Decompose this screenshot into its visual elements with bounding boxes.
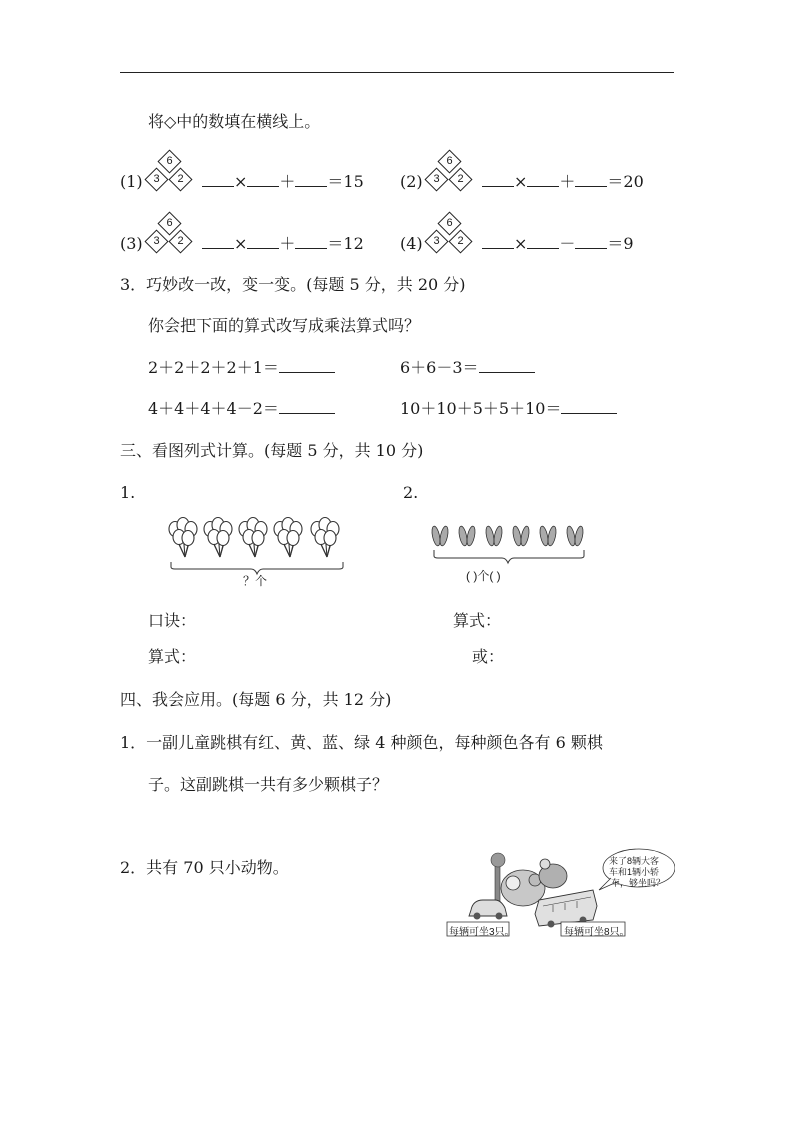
balloon — [252, 531, 264, 546]
balloon-bunch — [274, 518, 302, 558]
corn-illustration — [430, 520, 590, 580]
bubble-bus-text: 每辆可坐8只。 — [564, 927, 630, 938]
operator-1: × — [514, 234, 528, 253]
instruction-line — [148, 112, 320, 132]
diamond-left-number: 3 — [153, 173, 160, 185]
corn-pair — [457, 525, 476, 546]
diamond-left — [144, 167, 168, 191]
animals-vehicles-cartoon — [443, 848, 675, 938]
answer-blank[interactable] — [279, 358, 335, 373]
s3-num-1: 1. — [120, 483, 136, 502]
q3-item-1-text: 2＋2＋2＋2＋1＝ — [148, 358, 279, 377]
corn-pair — [484, 525, 503, 546]
bubble-question-line1: 来了8辆大客 — [609, 856, 660, 866]
balloon-string — [290, 545, 293, 557]
diamond-left-number: 3 — [433, 235, 440, 247]
corn-cob — [573, 525, 584, 546]
fill-row-number: (4) — [400, 234, 423, 253]
s4-q1-line2: 子。这副跳棋一共有多少颗棋子？ — [148, 775, 389, 794]
diamond-right-number: 2 — [177, 173, 184, 185]
answer-blank[interactable] — [247, 234, 279, 249]
answer-blank[interactable] — [202, 234, 234, 249]
corn-pair — [565, 525, 584, 546]
balloon — [182, 531, 194, 546]
diamond-right — [168, 229, 192, 253]
fill-row-number: (2) — [400, 172, 423, 191]
balloon-string — [327, 545, 330, 557]
answer-blank[interactable] — [482, 234, 514, 249]
q3-item-1 — [148, 358, 335, 378]
answer-blank[interactable] — [279, 399, 335, 414]
number-diamonds — [422, 148, 478, 198]
corn-cob — [457, 525, 468, 546]
balloon-bunch — [239, 518, 267, 558]
operator-2: ＋ — [559, 172, 576, 191]
corn-cob — [484, 525, 495, 546]
s4-q2: 2．共有 70 只小动物。 — [120, 858, 289, 877]
q3-item-2 — [400, 358, 535, 378]
bubble-car-text: 每辆可坐3只。 — [449, 927, 515, 938]
diamond-right — [448, 167, 472, 191]
answer-blank[interactable] — [295, 172, 327, 187]
label-huo: 或： — [472, 647, 505, 666]
answer-blank[interactable] — [295, 234, 327, 249]
brace-2-label: ( )个( ) — [466, 569, 501, 583]
answer-blank[interactable] — [561, 399, 617, 414]
balloon-string — [185, 545, 188, 557]
fill-row-equation — [482, 234, 634, 254]
corn-cob — [438, 525, 449, 546]
answer-blank[interactable] — [202, 172, 234, 187]
q3-prompt: 你会把下面的算式改写成乘法算式吗？ — [148, 316, 421, 335]
result: ＝20 — [607, 172, 644, 191]
result: ＝15 — [327, 172, 364, 191]
fill-row-equation — [202, 172, 364, 192]
s4-q1-line1: 1．一副儿童跳棋有红、黄、蓝、绿 4 种颜色，每种颜色各有 6 颗棋 — [120, 733, 603, 752]
balloon-string — [255, 545, 258, 557]
label-koujue: 口诀： — [148, 611, 197, 630]
diamond-right-number: 2 — [177, 235, 184, 247]
operator-2: ＋ — [279, 172, 296, 191]
balloon-string — [220, 545, 223, 557]
answer-blank[interactable] — [527, 172, 559, 187]
s4-title: 四、我会应用。(每题 6 分，共 12 分) — [120, 690, 392, 709]
corn-pair — [511, 525, 530, 546]
diamond-left — [144, 229, 168, 253]
operator-2: ＋ — [279, 234, 296, 253]
number-diamonds — [422, 210, 478, 260]
balloon — [324, 531, 336, 546]
instruction-text: 将◇中的数填在横线上。 — [148, 112, 321, 131]
diamond-right — [448, 229, 472, 253]
diamond-left — [424, 229, 448, 253]
answer-blank[interactable] — [575, 234, 607, 249]
corn-cob — [511, 525, 522, 546]
diamond-left-number: 3 — [153, 235, 160, 247]
q3-item-4-text: 10＋10＋5＋5＋10＝ — [400, 399, 562, 418]
bubble-question-line3: 车，够坐吗？ — [611, 878, 666, 888]
s3-num-2: 2. — [403, 483, 419, 502]
corn-pair — [538, 525, 557, 546]
header-rule — [120, 72, 674, 73]
corn-cob — [519, 525, 530, 546]
q3-title: 3．巧妙改一改，变一变。(每题 5 分，共 20 分) — [120, 275, 466, 294]
q3-item-2-text: 6＋6－3＝ — [400, 358, 479, 377]
fill-row-equation — [482, 172, 644, 192]
operator-2: － — [559, 234, 576, 253]
answer-blank[interactable] — [247, 172, 279, 187]
diamond-right-number: 2 — [457, 235, 464, 247]
balloon — [217, 531, 229, 546]
balloon — [287, 531, 299, 546]
diamond-left — [424, 167, 448, 191]
diamond-top-number: 6 — [166, 217, 173, 229]
operator-1: × — [514, 172, 528, 191]
q3-item-3-text: 4＋4＋4＋4－2＝ — [148, 399, 279, 418]
balloon-bunch — [311, 518, 339, 558]
corn-cob — [538, 525, 549, 546]
fill-row-number: (1) — [120, 172, 143, 191]
balloon-bunch — [204, 518, 232, 558]
corn-cob — [492, 525, 503, 546]
fill-row-equation — [202, 234, 364, 254]
answer-blank[interactable] — [482, 172, 514, 187]
corn-brace — [434, 550, 584, 563]
corn-cob — [565, 525, 576, 546]
corn-cob — [430, 525, 441, 546]
number-diamonds — [142, 148, 198, 198]
operator-1: × — [234, 172, 248, 191]
balloon-bunch — [169, 518, 197, 558]
diamond-right-number: 2 — [457, 173, 464, 185]
diamond-top-number: 6 — [446, 217, 453, 229]
q3-item-3 — [148, 399, 335, 419]
label-suanshi-right: 算式： — [453, 611, 502, 630]
label-suanshi-left: 算式： — [148, 647, 197, 666]
answer-blank[interactable] — [575, 172, 607, 187]
diamond-right — [168, 167, 192, 191]
diamond-top-number: 6 — [166, 155, 173, 167]
diamond-left-number: 3 — [433, 173, 440, 185]
q3-item-4 — [400, 399, 617, 419]
diamond-top-number: 6 — [446, 155, 453, 167]
number-diamonds — [142, 210, 198, 260]
fill-row-number: (3) — [120, 234, 143, 253]
result: ＝9 — [607, 234, 634, 253]
operator-1: × — [234, 234, 248, 253]
bubble-question-line2: 车和1辆小轿 — [609, 867, 660, 877]
result: ＝12 — [327, 234, 364, 253]
corn-cob — [465, 525, 476, 546]
answer-blank[interactable] — [479, 358, 535, 373]
corn-cob — [546, 525, 557, 546]
s3-title: 三、看图列式计算。(每题 5 分，共 10 分) — [120, 441, 424, 460]
answer-blank[interactable] — [527, 234, 559, 249]
corn-pair — [430, 525, 449, 546]
brace-1-label: ？个 — [243, 574, 268, 588]
